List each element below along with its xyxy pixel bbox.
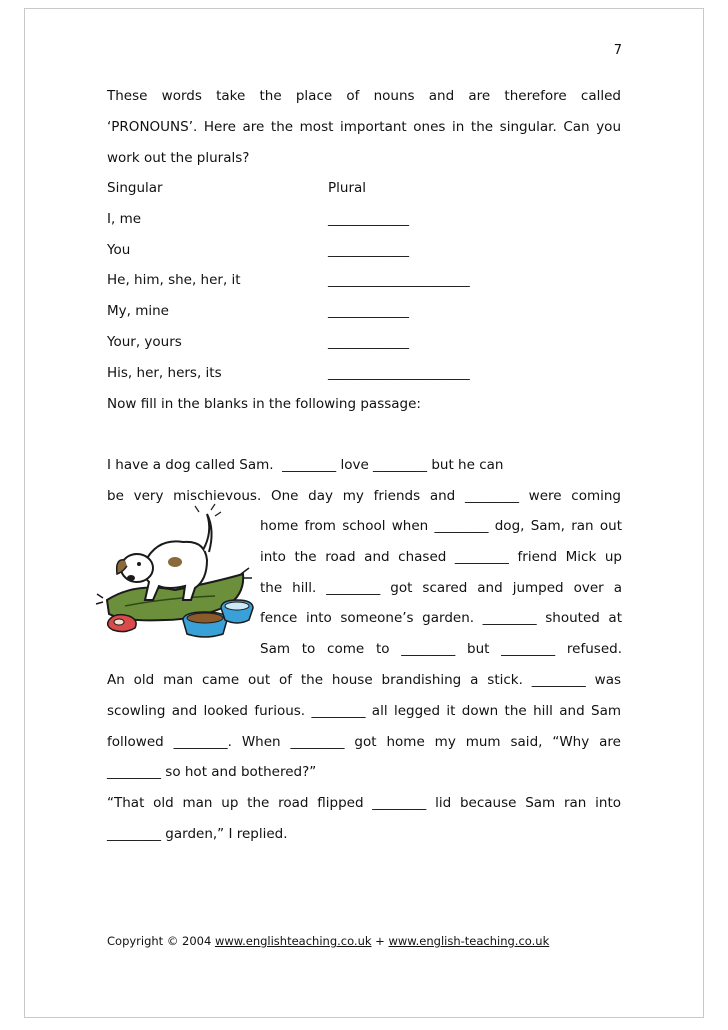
passage-line-12: “That old man up the road flipped ________ lid because Sam ran into <box>107 795 621 811</box>
dog-tail <box>203 514 212 552</box>
intro-line-1: These words take the place of nouns and are therefore called <box>107 88 621 104</box>
page-number: 7 <box>613 43 622 58</box>
passage-line-1: I have a dog called Sam. ________ love ________ but he can <box>107 457 504 473</box>
passage-line-3: home from school when ________ dog, Sam, ran out <box>260 518 622 534</box>
singular-row-1: I, me <box>107 211 142 227</box>
plural-blank-4[interactable]: ____________ <box>328 303 409 319</box>
passage-line-2: be very mischievous. One day my friends and ________ were coming <box>107 488 621 504</box>
passage-line-9: scowling and looked furious. ________ all legged it down the hill and Sam <box>107 703 621 719</box>
intro-line-2: ‘PRONOUNS’. Here are the most important ones in the singular. Can you <box>107 119 621 135</box>
passage-line-4: into the road and chased ________ friend Mick up <box>260 549 622 565</box>
singular-row-6: His, her, hers, its <box>107 365 222 381</box>
footer-separator: + <box>371 934 389 948</box>
singular-row-4: My, mine <box>107 303 169 319</box>
plural-blank-3[interactable]: _____________________ <box>328 272 470 288</box>
passage-line-10: followed ________. When ________ got home my mum said, “Why are <box>107 734 621 750</box>
passage-line-7: Sam to come to ________ but ________ refused. <box>260 641 622 657</box>
plural-blank-5[interactable]: ____________ <box>328 334 409 350</box>
singular-row-2: You <box>107 242 131 258</box>
singular-row-3: He, him, she, her, it <box>107 272 241 288</box>
plural-blank-1[interactable]: ____________ <box>328 211 409 227</box>
dog-nose <box>127 575 135 581</box>
singular-header: Singular <box>107 180 163 196</box>
plural-blank-2[interactable]: ____________ <box>328 242 409 258</box>
instruction: Now fill in the blanks in the following passage: <box>107 396 421 412</box>
link-english-teaching[interactable]: www.english-teaching.co.uk <box>388 934 550 948</box>
passage-line-5: the hill. ________ got scared and jumped over a <box>260 580 622 596</box>
passage-line-8: An old man came out of the house brandishing a stick. ________ was <box>107 672 621 688</box>
singular-row-5: Your, yours <box>107 334 182 350</box>
dog-illustration <box>95 502 255 642</box>
intro-line-3: work out the plurals? <box>107 150 250 166</box>
plural-blank-6[interactable]: _____________________ <box>328 365 470 381</box>
passage-line-11: ________ so hot and bothered?” <box>107 764 317 780</box>
passage-line-6: fence into someone’s garden. ________ shouted at <box>260 610 622 626</box>
copyright-text: Copyright © 2004 <box>107 934 215 948</box>
passage-line-13: ________ garden,” I replied. <box>107 826 288 842</box>
plural-header: Plural <box>328 180 367 196</box>
link-englishteaching[interactable]: www.englishteaching.co.uk <box>214 934 372 948</box>
copyright-footer <box>107 934 549 948</box>
